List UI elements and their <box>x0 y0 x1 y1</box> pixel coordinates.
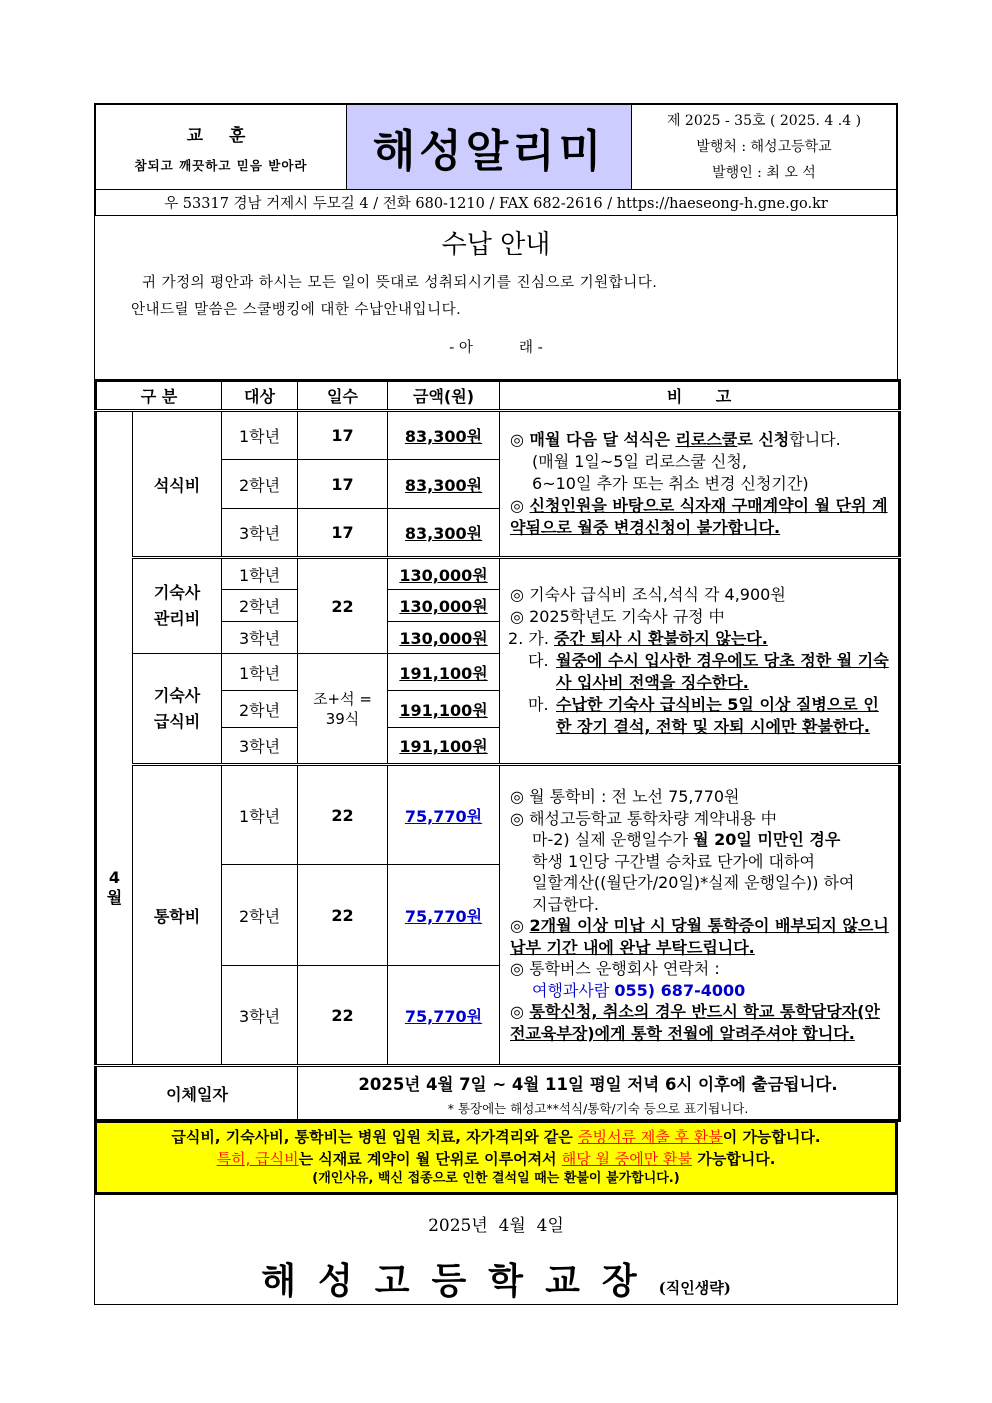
grade-cell: 2학년 <box>222 590 298 622</box>
grade-cell: 1학년 <box>222 765 298 865</box>
note-text: ◎ 기숙사 급식비 조식,석식 각 4,900원 <box>510 585 786 604</box>
note-text: 신청인원을 바탕으로 식자재 구매계약이 월 단위 계약됨으로 월중 변경신청이 불가합니다. <box>510 496 888 537</box>
col-header-category: 구 분 <box>96 381 222 411</box>
payment-date-label: 이체일자 <box>96 1066 298 1121</box>
col-header-target: 대상 <box>222 381 298 411</box>
month-unit: 월 <box>106 888 123 907</box>
bankbook-note: * 통장에는 해성고**석식/통학/기숙 등으로 표기됩니다. <box>447 1101 749 1116</box>
category-line: 기숙사 <box>153 583 201 602</box>
note-text: 일할계산((월단가/20일)*실제 운행일수)) 하여 <box>532 873 855 892</box>
signature-text: 해성고등학교장 <box>261 1260 659 1302</box>
below-marker: - 아 래 - <box>449 340 543 356</box>
amount-cell <box>388 654 500 691</box>
category-dinner: 석식비 <box>133 411 222 558</box>
col-header-days: 일수 <box>298 381 388 411</box>
note-bullet: 다. <box>528 651 549 670</box>
amount-cell <box>388 558 500 590</box>
note-text: 6~10일 추가 또는 취소 변경 신청기간) <box>532 474 809 493</box>
issue-date: 2025년 4월 4일 <box>428 1216 564 1236</box>
page-title: 수납 안내 <box>441 230 551 260</box>
grade-cell: 2학년 <box>222 691 298 728</box>
refund-text: 가능합니다. <box>692 1150 776 1168</box>
payment-date-cell <box>298 1066 900 1121</box>
amount-value: 191,100원 <box>399 700 488 720</box>
footer <box>94 1195 898 1305</box>
days-line: 39식 <box>325 709 360 728</box>
publisher: 발행처 : 해성고등학교 <box>696 139 832 155</box>
days-line: 조+석 = <box>313 689 372 708</box>
amount-cell <box>388 966 500 1066</box>
category-line: 급식비 <box>153 711 201 731</box>
amount-value: 130,000원 <box>399 597 488 616</box>
table-row <box>96 558 900 590</box>
bus-company-phone: 055) 687-4000 <box>614 980 746 1000</box>
purpose-line: 안내드릴 말씀은 스쿨뱅킹에 대한 수납안내입니다. <box>131 302 462 318</box>
note-text: ◎ 해성고등학교 통학차량 계약내용 中 <box>510 808 777 828</box>
refund-highlight: 증빙서류 제출 후 환불 <box>578 1128 723 1146</box>
note-text: 2개월 이상 미납 시 당월 통학증이 배부되지 않으니 납부 기간 내에 완납 부탁드립니다. <box>510 916 889 957</box>
category-dorm-meals <box>133 654 222 765</box>
payment-date-text: 2025년 4월 7일 ~ 4월 11일 평일 저녁 6시 이후에 출금됩니다. <box>358 1075 838 1094</box>
fee-table <box>94 379 901 1122</box>
amount-cell <box>388 590 500 622</box>
note-bullet: ◎ <box>510 1002 530 1021</box>
refund-text: 급식비, 기숙사비, 통학비는 병원 입원 치료, 자가격리와 같은 <box>171 1128 579 1146</box>
days-cell <box>298 654 388 765</box>
note-text: 로 신청 <box>737 430 790 449</box>
amount-cell <box>388 411 500 460</box>
bus-company-name: 여행과사람 <box>532 980 615 1000</box>
note-bullet: 2. 가. <box>508 629 554 648</box>
grade-cell: 1학년 <box>222 411 298 460</box>
amount-cell <box>388 865 500 966</box>
school-motto <box>96 105 347 189</box>
amount-value: 83,300원 <box>404 524 483 543</box>
motto-text: 참되고 깨끗하고 믿음 받아라 <box>134 157 308 173</box>
days-cell: 22 <box>298 966 388 1066</box>
category-line: 관리비 <box>153 609 201 628</box>
motto-title: 교 훈 <box>186 125 256 146</box>
amount-cell <box>388 765 500 865</box>
issuer: 발행인 : 최 오 석 <box>712 165 816 181</box>
grade-cell: 2학년 <box>222 865 298 966</box>
days-cell: 22 <box>298 558 388 654</box>
refund-highlight: 해당 월 중에만 환불 <box>561 1150 693 1168</box>
newsletter-page <box>94 103 898 1305</box>
note-bullet: ◎ <box>510 496 530 515</box>
newsletter-title: 해성알리미 <box>347 105 632 189</box>
payment-date-row <box>96 1066 900 1121</box>
note-text: ◎ 월 통학비 : 전 노선 75,770원 <box>510 787 740 806</box>
refund-exception: (개인사유, 백신 접종으로 인한 결석일 때는 환불이 불가합니다.) <box>312 1171 680 1186</box>
intro-section <box>94 216 898 379</box>
table-header-row <box>96 381 900 411</box>
grade-cell: 2학년 <box>222 460 298 509</box>
note-text: 월중에 수시 입사한 경우에도 당초 정한 월 기숙사 입사비 전액을 징수한다. <box>556 651 889 692</box>
amount-cell <box>388 728 500 765</box>
amount-cell <box>388 622 500 654</box>
commute-notes <box>500 765 900 1066</box>
month-cell <box>96 411 133 1066</box>
grade-cell: 3학년 <box>222 728 298 765</box>
note-text: ◎ 2025학년도 기숙사 규정 中 <box>510 607 725 626</box>
issue-info <box>632 105 896 189</box>
grade-cell: 1학년 <box>222 558 298 590</box>
days-cell: 17 <box>298 460 388 509</box>
note-text: 마-2) 실제 운행일수가 <box>532 830 694 849</box>
note-text: 중간 퇴사 시 환불하지 않는다. <box>554 629 768 648</box>
amount-cell <box>388 691 500 728</box>
issue-number: 제 2025 - 35호 ( 2025. 4 .4 ) <box>666 113 862 129</box>
refund-text: 는 식재료 계약이 월 단위로 이루어져서 <box>298 1150 562 1168</box>
col-header-notes: 비 고 <box>500 381 900 411</box>
dorm-notes <box>500 558 900 765</box>
month-number: 4 <box>108 868 121 887</box>
newsletter-header <box>94 103 898 190</box>
amount-cell <box>388 460 500 509</box>
grade-cell: 3학년 <box>222 622 298 654</box>
note-text: 월 20일 미만인 경우 <box>693 830 841 849</box>
amount-value: 75,770원 <box>404 806 483 826</box>
refund-notice <box>94 1122 898 1195</box>
dinner-notes <box>500 411 900 558</box>
amount-value: 191,100원 <box>399 663 488 683</box>
amount-cell <box>388 509 500 558</box>
amount-value: 83,300원 <box>404 475 483 495</box>
days-cell: 22 <box>298 865 388 966</box>
note-text: 지급한다. <box>532 894 599 914</box>
category-dorm-management <box>133 558 222 654</box>
note-text: ◎ 매월 다음 달 석식은 <box>510 430 676 449</box>
grade-cell: 3학년 <box>222 509 298 558</box>
refund-highlight: 특히, 급식비 <box>216 1150 299 1168</box>
address-bar: 우 53317 경남 거제시 두모길 4 / 전화 680-1210 / FAX 682-2616 / https://haeseong-h.gne.go.kr <box>94 190 898 216</box>
note-text: 합니다. <box>789 430 841 449</box>
amount-value: 130,000원 <box>399 565 488 585</box>
days-cell: 17 <box>298 509 388 558</box>
category-line: 기숙사 <box>153 685 201 705</box>
note-link-text: 리로스쿨 <box>675 430 738 449</box>
grade-cell: 1학년 <box>222 654 298 691</box>
note-text: 학생 1인당 구간별 승차료 단가에 대하여 <box>532 851 815 871</box>
amount-value: 191,100원 <box>399 737 488 756</box>
refund-text: 이 가능합니다. <box>722 1128 821 1146</box>
days-cell: 17 <box>298 411 388 460</box>
amount-value: 83,300원 <box>404 427 483 446</box>
note-text: (매월 1일~5일 리로스쿨 신청, <box>532 452 747 471</box>
category-commute: 통학비 <box>133 765 222 1066</box>
table-row <box>96 411 900 460</box>
note-text: ◎ 통학버스 운행회사 연락처 : <box>510 959 720 978</box>
greeting-line: 귀 가정의 평안과 하시는 모든 일이 뜻대로 성취되시기를 진심으로 기원합니다. <box>142 275 658 291</box>
seal-note: (직인생략) <box>658 1279 731 1297</box>
amount-value: 75,770원 <box>404 1006 483 1026</box>
note-bullet: ◎ <box>510 916 530 935</box>
note-bullet: 마. <box>528 695 549 714</box>
table-row <box>96 765 900 865</box>
amount-value: 75,770원 <box>404 906 483 926</box>
days-cell: 22 <box>298 765 388 865</box>
amount-value: 130,000원 <box>399 629 488 648</box>
grade-cell: 3학년 <box>222 966 298 1066</box>
col-header-amount: 금액(원) <box>388 381 500 411</box>
note-text: 수납한 기숙사 급식비는 5일 이상 질병으로 인한 장기 결석, 전학 및 자퇴 시에만 환불한다. <box>556 695 879 736</box>
note-text: 통학신청, 취소의 경우 반드시 학교 통학담당자(안전교육부장)에게 통학 전월에 알려주셔야 합니다. <box>510 1002 880 1043</box>
principal-signature <box>95 1253 897 1304</box>
